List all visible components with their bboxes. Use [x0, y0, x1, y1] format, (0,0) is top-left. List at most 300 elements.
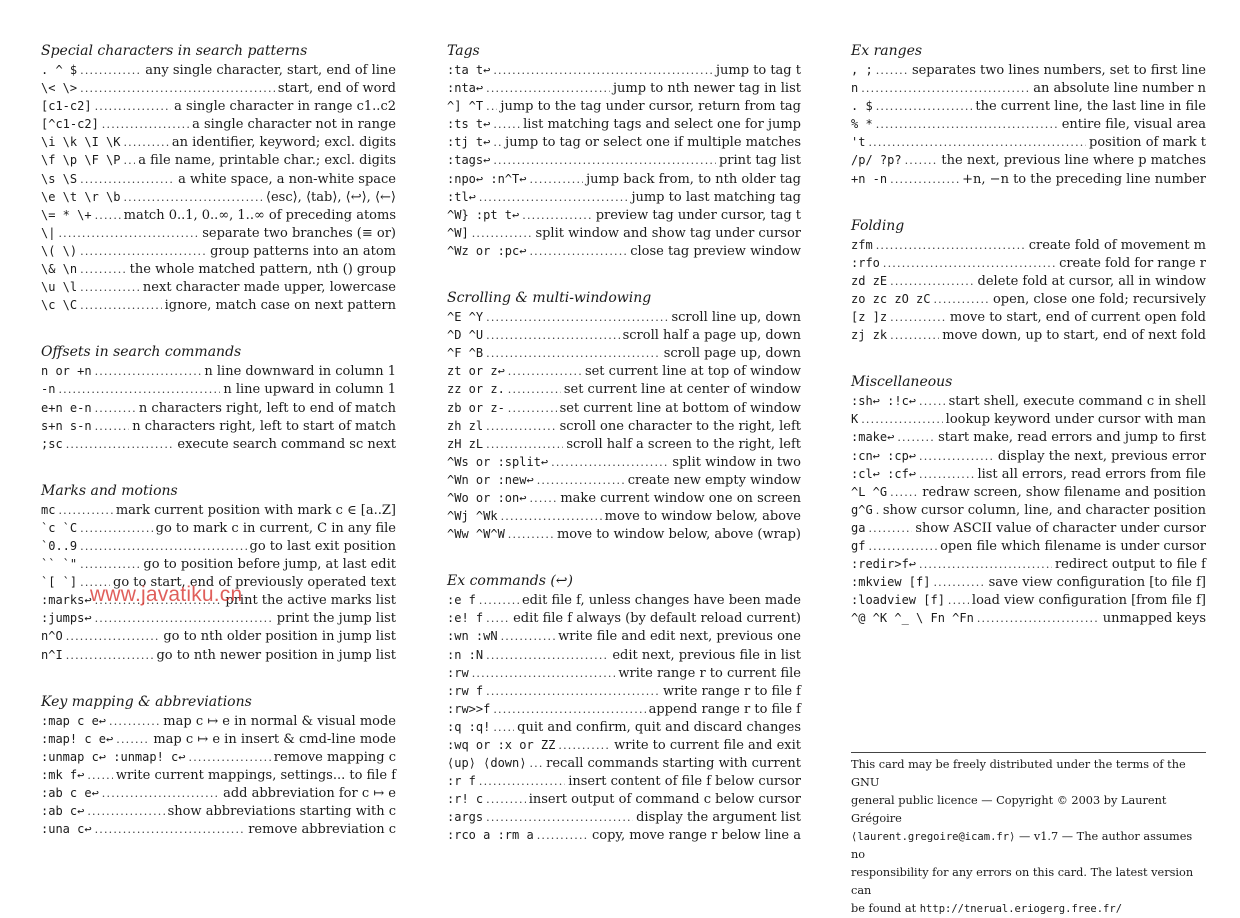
command-row [851, 465, 1206, 483]
dot-leader [486, 309, 668, 327]
command-description: write current mappings, settings... to file f [115, 767, 396, 783]
command-description: entire file, visual area [1061, 117, 1206, 133]
dot-leader [919, 448, 995, 466]
command-description: copy, move range r below line a [592, 828, 801, 844]
dot-leader [80, 538, 246, 556]
command-row [447, 700, 801, 718]
dot-leader [897, 429, 935, 447]
command-description: scroll one character to the right, left [559, 418, 801, 434]
command-key: ^Wo or :on↩ [447, 490, 527, 505]
command-key: :e! f [447, 611, 484, 626]
command-key: :unmap c↩ :unmap! c↩ [41, 749, 186, 764]
command-key: :r f [447, 774, 476, 789]
section [851, 372, 1206, 627]
command-description: start make, read errors and jump to first [938, 430, 1206, 446]
command-key: zH zL [447, 436, 484, 451]
command-row [41, 537, 396, 555]
command-key: n^O [41, 629, 63, 644]
command-key: \e \t \r \b [41, 189, 121, 204]
section-title: Folding [851, 217, 905, 234]
command-key: g^G [851, 502, 873, 517]
command-description: ⟨esc⟩, ⟨tab⟩, ⟨↩⟩, ⟨←⟩ [265, 189, 396, 205]
command-key: ^Wn or :new↩ [447, 472, 534, 487]
dot-leader [102, 785, 220, 803]
command-description: edit file f, unless changes have been made [521, 593, 801, 609]
command-key: zh zl [447, 418, 484, 433]
command-key: [c1-c2] [41, 99, 92, 114]
dot-leader [80, 261, 127, 279]
dot-leader [508, 363, 582, 381]
dot-leader [529, 243, 627, 261]
command-row [851, 151, 1206, 169]
command-row [447, 826, 801, 844]
command-row [851, 428, 1206, 446]
dot-leader [890, 327, 939, 345]
dot-leader [558, 737, 611, 755]
command-key: :ab c e↩ [41, 786, 99, 800]
command-row [851, 272, 1206, 290]
command-row [41, 417, 396, 435]
command-description: jump to tag or select one if multiple matches [505, 135, 801, 151]
command-key: ;sc [41, 436, 63, 451]
command-key: ga [851, 520, 866, 535]
command-row [41, 380, 396, 398]
command-key: :rw [447, 665, 469, 680]
command-key: :q :q! [447, 719, 491, 734]
command-key: ^E ^Y [447, 310, 484, 325]
command-key: :jumps↩ [41, 611, 92, 626]
command-description: split window and show tag under cursor [535, 225, 801, 241]
command-description: start shell, execute command c in shell [948, 394, 1206, 410]
dot-leader [486, 683, 660, 701]
command-row [41, 646, 396, 664]
footer-line [851, 900, 1206, 918]
command-description: map c ↦ e in insert & cmd-line mode [153, 731, 396, 747]
command-description: insert content of file f below cursor [568, 774, 801, 790]
command-description: move down, up to start, end of next fold [942, 328, 1206, 344]
command-row [447, 609, 801, 627]
footer-line: responsibility for any errors on this card. The latest version can [851, 866, 1194, 897]
command-key: s+n s-n [41, 418, 92, 433]
command-row [447, 224, 801, 242]
command-description: add abbreviation for c ↦ e [223, 786, 396, 801]
command-key: mc [41, 502, 56, 517]
command-description: go to nth newer position in jump list [156, 647, 396, 663]
command-row [851, 290, 1206, 308]
command-key: `c `C [41, 520, 78, 535]
command-description: remove abbreviation c [248, 822, 396, 838]
command-description: go to start, end of previously operated text [113, 575, 396, 591]
command-key: \< \> [41, 81, 78, 96]
command-description: open, close one fold; recursively [992, 291, 1206, 307]
command-description: match 0..1, 0..∞, 1..∞ of preceding atoms [123, 207, 396, 223]
command-row [447, 61, 801, 79]
command-key: [z ]z [851, 310, 888, 325]
command-key: :tags↩ [447, 153, 491, 168]
copyright-icon: © [1056, 794, 1068, 807]
command-key: \( \) [41, 243, 78, 258]
command-key: n or +n [41, 364, 92, 379]
dot-leader [876, 237, 1026, 255]
dot-leader [537, 827, 589, 845]
footer-line [851, 828, 1206, 864]
dot-leader [890, 171, 959, 189]
command-description: go to last exit position [249, 538, 396, 554]
command-description: +n, −n to the preceding line number [962, 171, 1206, 187]
command-key: \u \l [41, 280, 78, 295]
command-description: n characters right, left to start of match [132, 418, 396, 434]
dot-leader [123, 189, 262, 207]
dot-leader [529, 171, 583, 189]
command-key: , ; [851, 63, 873, 77]
command-description: create fold for range r [1059, 255, 1206, 271]
command-key: :loadview [f] [851, 593, 945, 608]
command-row [851, 133, 1206, 151]
command-description: list all errors, read errors from file [977, 466, 1206, 482]
dot-leader [501, 508, 602, 526]
command-description: mark current position with mark c ∈ [a..Z] [115, 502, 396, 518]
dot-leader [508, 381, 561, 399]
dot-leader [493, 152, 716, 170]
dot-leader [123, 134, 168, 152]
command-description: make current window one on screen [560, 490, 801, 506]
dot-leader [537, 472, 625, 490]
command-row [851, 326, 1206, 344]
command-row [851, 115, 1206, 133]
command-key: ^W] [447, 225, 469, 240]
command-description: any single character, start, end of line [145, 63, 396, 78]
command-description: redraw screen, show filename and position [922, 484, 1206, 500]
command-row [41, 712, 396, 730]
command-row [447, 664, 801, 682]
command-row [447, 308, 801, 326]
dot-leader [95, 821, 246, 839]
command-row [851, 501, 1206, 519]
command-row [447, 417, 801, 435]
command-description: group patterns into an atom [210, 243, 396, 259]
command-key: % * [851, 117, 873, 132]
command-description: load view configuration [from file f] [971, 593, 1206, 609]
command-description: scroll half a screen to the right, left [566, 436, 801, 452]
command-description: move to window below, above [604, 509, 801, 525]
dot-leader [486, 418, 556, 436]
dot-leader [861, 411, 942, 429]
section [851, 41, 1206, 188]
command-description: close tag preview window [630, 243, 801, 259]
dot-leader [58, 225, 199, 243]
command-description: jump to tag t [715, 63, 801, 78]
dot-leader [479, 189, 629, 207]
command-description: preview tag under cursor, tag t [595, 207, 801, 223]
command-key: zj zk [851, 328, 888, 343]
command-row [447, 718, 801, 736]
command-row [447, 489, 801, 507]
homepage-link[interactable]: http://tnerual.eriogerg.free.fr/ [919, 903, 1123, 915]
command-row [447, 591, 801, 609]
command-description: an identifier, keyword; excl. digits [171, 135, 396, 151]
command-row [41, 802, 396, 820]
command-row [447, 206, 801, 224]
command-description: the whole matched pattern, nth () group [129, 262, 396, 278]
command-description: print tag list [718, 153, 801, 169]
command-key: :map! c e↩ [41, 731, 114, 746]
command-description: start, end of word [277, 81, 396, 97]
command-row [851, 410, 1206, 428]
dot-leader [123, 152, 135, 170]
dot-leader [876, 98, 973, 116]
dot-leader [472, 225, 533, 243]
command-description: set current line at top of window [584, 364, 801, 380]
command-key: :una c↩ [41, 822, 92, 837]
section-title: Miscellaneous [851, 374, 953, 391]
command-row [41, 501, 396, 519]
dot-leader [890, 484, 919, 502]
command-description: map c ↦ e in normal & visual mode [163, 713, 396, 729]
dot-leader [116, 731, 150, 749]
command-description: a single character in range c1..c2 [174, 99, 396, 115]
command-key: [^c1-c2] [41, 117, 99, 132]
command-row [41, 555, 396, 573]
command-key: :r! c [447, 792, 484, 807]
command-row [41, 260, 396, 278]
dot-leader [486, 98, 497, 116]
command-key: ^Wz or :pc↩ [447, 243, 527, 258]
dot-leader [66, 436, 175, 454]
command-description: jump to last matching tag [631, 189, 801, 205]
command-key: \| [41, 225, 56, 240]
dot-leader [876, 62, 909, 80]
section [447, 41, 801, 260]
column-2 [447, 41, 801, 873]
dot-leader [883, 255, 1056, 273]
command-row [41, 278, 396, 296]
dot-leader [919, 393, 946, 411]
command-key: ^L ^G [851, 484, 888, 499]
dot-leader [87, 767, 113, 785]
command-description: scroll line up, down [671, 310, 801, 326]
command-key: :args [447, 810, 484, 825]
command-description: list matching tags and select one for jump [523, 117, 801, 133]
dot-leader [66, 647, 154, 665]
command-row [851, 519, 1206, 537]
dot-leader [522, 207, 592, 225]
column-1 [41, 41, 396, 866]
command-description: display the next, previous error [997, 448, 1206, 464]
section-title: Marks and motions [41, 482, 178, 499]
command-key: n [851, 81, 859, 96]
dot-leader [876, 116, 1059, 134]
command-row [851, 254, 1206, 272]
dot-leader [919, 556, 1052, 574]
command-description: write to current file and exit [614, 738, 801, 753]
dot-leader [933, 574, 985, 592]
command-description: split window in two [672, 454, 801, 470]
dot-leader [905, 152, 939, 170]
command-key: :rw f [447, 683, 484, 698]
command-key: :mk f↩ [41, 767, 85, 782]
command-description: set current line at center of window [563, 382, 801, 398]
dot-leader [486, 809, 633, 827]
command-description: edit next, previous file in list [612, 647, 801, 663]
command-row [41, 296, 396, 314]
command-key: :ts t↩ [447, 117, 491, 132]
command-key: zb or z- [447, 400, 505, 415]
command-description: the current line, the last line in file [975, 99, 1206, 115]
section [41, 481, 396, 664]
dot-leader [948, 592, 969, 610]
command-description: delete fold at cursor, all in window [977, 273, 1206, 289]
dot-leader [472, 665, 616, 683]
command-row [447, 380, 801, 398]
command-row [41, 242, 396, 260]
command-key: :e f [447, 593, 476, 608]
command-key: zt or z↩ [447, 364, 505, 379]
dot-leader [80, 297, 162, 315]
command-description: display the argument list [636, 810, 801, 826]
command-row [41, 151, 396, 169]
command-description: move to start, end of current open fold [949, 310, 1206, 326]
section-title: Scrolling & multi-windowing [447, 290, 652, 307]
command-row [447, 646, 801, 664]
command-key: :tl↩ [447, 189, 476, 204]
command-description: create fold of movement m [1028, 237, 1206, 253]
command-row [447, 453, 801, 471]
command-description: position of mark t [1089, 135, 1206, 151]
section [41, 342, 396, 452]
dot-leader [66, 628, 161, 646]
command-row [41, 609, 396, 627]
command-key: . ^ $ [41, 63, 78, 77]
command-row [447, 170, 801, 188]
command-row [851, 308, 1206, 326]
command-description: insert output of command c below cursor [528, 792, 801, 808]
command-key: zz or z. [447, 382, 505, 397]
command-row [447, 97, 801, 115]
command-description: set current line at bottom of window [559, 400, 801, 416]
command-row [851, 609, 1206, 627]
dot-leader [95, 400, 136, 418]
command-row [851, 97, 1206, 115]
command-row [447, 471, 801, 489]
command-description: show abbreviations starting with c [167, 804, 396, 820]
command-row [447, 507, 801, 525]
command-row [41, 188, 396, 206]
dot-leader [109, 713, 160, 731]
command-key: \& \n [41, 262, 78, 277]
license-footer [851, 752, 1206, 918]
section-title: Key mapping & abbreviations [41, 693, 252, 710]
command-row [447, 736, 801, 754]
command-row [41, 61, 396, 79]
command-row [447, 754, 801, 772]
column-3 [851, 41, 1206, 655]
command-description: write range r to current file [618, 665, 801, 681]
command-row [41, 820, 396, 838]
dot-leader [493, 134, 502, 152]
dot-leader [486, 610, 510, 628]
command-description: jump back from, to nth older tag [586, 171, 801, 187]
command-description: an absolute line number n [1033, 81, 1206, 97]
command-key: :redir>f↩ [851, 557, 917, 572]
command-key: ^Ww ^W^W [447, 527, 505, 542]
dot-leader [189, 749, 271, 767]
command-key: \c \C [41, 298, 78, 313]
command-row [447, 772, 801, 790]
command-description: ignore, match case on next pattern [164, 298, 396, 314]
command-row [447, 790, 801, 808]
command-description: n line upward in column 1 [223, 382, 396, 398]
command-row [41, 748, 396, 766]
command-row [41, 784, 396, 802]
dot-leader [508, 526, 554, 544]
dot-leader [486, 791, 526, 809]
dot-leader [486, 436, 563, 454]
command-key: `` `" [41, 557, 78, 572]
command-description: n line downward in column 1 [204, 364, 396, 380]
dot-leader [80, 243, 207, 261]
command-key: 't [851, 135, 866, 150]
command-key: :ab c↩ [41, 804, 85, 819]
command-row [41, 627, 396, 645]
command-key: :wn :wN [447, 629, 498, 644]
command-description: jump to nth newer tag in list [612, 81, 801, 97]
command-row [447, 344, 801, 362]
command-row [447, 362, 801, 380]
command-row [851, 537, 1206, 555]
command-row [851, 591, 1206, 609]
dot-leader [868, 538, 937, 556]
command-description: go to mark c in current, C in any file [155, 520, 396, 536]
command-key: :marks↩ [41, 593, 92, 608]
dot-leader [529, 490, 557, 508]
command-key: `0..9 [41, 538, 78, 553]
command-key: ^] ^T [447, 99, 484, 114]
command-key: :sh↩ :!c↩ [851, 394, 917, 409]
command-description: unmapped keys [1102, 611, 1206, 627]
command-row [447, 115, 801, 133]
command-row [41, 435, 396, 453]
command-key: :rco a :rm a [447, 828, 534, 843]
dot-leader [890, 309, 947, 327]
author-email[interactable]: ⟨laurent.gregoire@icam.fr⟩ [851, 831, 1016, 843]
command-description: move to window below, above (wrap) [556, 527, 801, 543]
dot-leader [486, 345, 661, 363]
command-key: :rw>>f [447, 701, 491, 716]
command-description: edit file f always (by default reload current) [513, 611, 801, 627]
command-row [851, 555, 1206, 573]
command-description: write file and edit next, previous one [558, 629, 801, 645]
command-row [447, 188, 801, 206]
command-row [851, 392, 1206, 410]
command-description: jump to the tag under cursor, return from tag [500, 99, 801, 115]
footer-line [851, 792, 1206, 828]
dot-leader [80, 520, 153, 538]
section [851, 216, 1206, 345]
command-row [851, 236, 1206, 254]
command-description: execute search command sc next [177, 436, 396, 452]
command-key: zo zc zO zC [851, 291, 931, 306]
dot-leader [87, 803, 164, 821]
command-row [851, 61, 1206, 79]
command-row [447, 79, 801, 97]
command-description: quit and confirm, quit and discard changes [517, 719, 801, 735]
command-description: the next, previous line where p matches [941, 153, 1206, 169]
dot-leader [80, 62, 142, 80]
command-key: zd zE [851, 273, 888, 288]
section [41, 41, 396, 314]
command-row [447, 627, 801, 645]
command-description: separate two branches (≡ or) [202, 225, 396, 241]
